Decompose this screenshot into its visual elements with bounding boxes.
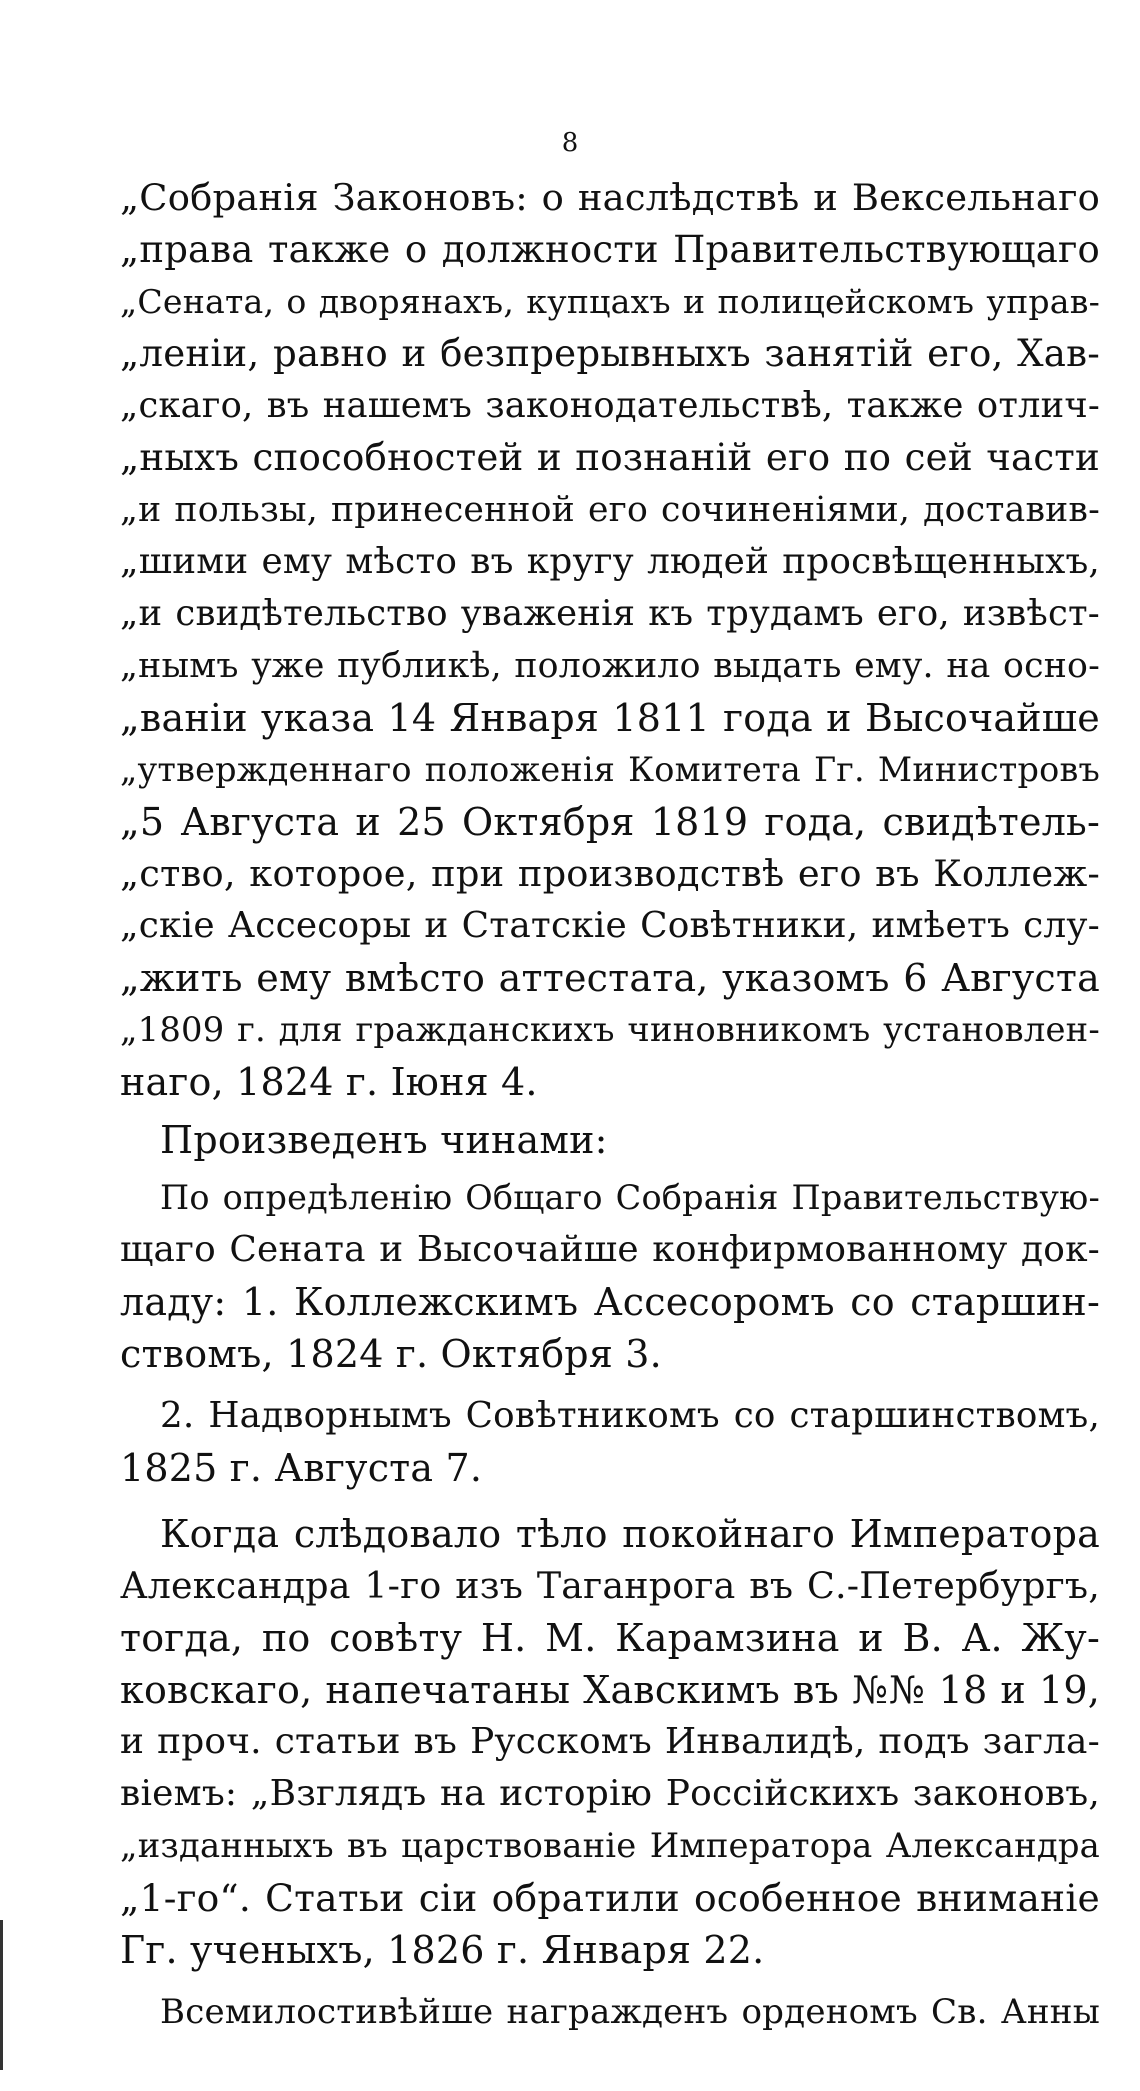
paragraph: [120, 1986, 1100, 2038]
text-line: „1809 г. для гражданскихъ чиновникомъ установлен-: [120, 1010, 1100, 1049]
text-line: „ство, которое, при производствѣ его въ Коллеж-: [120, 852, 1100, 895]
text-line: „шими ему мѣсто въ кругу людей просвѣщенныхъ,: [120, 541, 1100, 582]
text-line: и проч. статьи въ Русскомъ Инвалидѣ, подъ загла-: [120, 1721, 1100, 1762]
text-line: віемъ: „Взглядъ на исторію Россійскихъ законовъ,: [120, 1773, 1100, 1814]
text-line: 1825 г. Августа 7.: [120, 1446, 483, 1490]
text-line: Всемилостивѣйше награжденъ орденомъ Св. Анны: [160, 1992, 1100, 2032]
paragraph: [120, 1114, 1100, 1166]
text-line: „нымъ уже публикѣ, положило выдать ему. на осно-: [120, 646, 1100, 686]
page-number: 8: [561, 128, 579, 158]
text-line: ковскаго, напечатаны Хавскимъ въ №№ 18 и 19,: [120, 1668, 1100, 1712]
paragraph: [120, 1390, 1100, 1494]
text-line: „Собранія Законовъ: о наслѣдствѣ и Вексельнаго: [120, 176, 1100, 219]
scan-edge-mark: [0, 1920, 3, 2070]
text-line: Произведенъ чинами:: [160, 1118, 608, 1162]
text-line: По опредѣленію Общаго Собранія Правительствую-: [160, 1178, 1100, 1217]
text-line: „изданныхъ въ царствованіе Императора Александра: [120, 1826, 1100, 1865]
text-line: „и свидѣтельство уваженія къ трудамъ его, извѣст-: [120, 593, 1100, 634]
text-line: „утвержденнаго положенія Комитета Гг. Министровъ: [120, 750, 1100, 789]
text-line: „жить ему вмѣсто аттестата, указомъ 6 Августа: [120, 956, 1100, 1000]
text-line: „леніи, равно и безпрерывныхъ занятій его, Хав-: [120, 332, 1100, 375]
text-line: „и пользы, принесенной его сочиненіями, доставив-: [120, 490, 1100, 530]
text-line: „5 Августа и 25 Октября 1819 года, свидѣтель-: [120, 800, 1100, 844]
text-line: наго, 1824 г. Іюня 4.: [120, 1060, 538, 1104]
text-line: „скіе Ассесоры и Статскіе Совѣтники, имѣетъ слу-: [120, 905, 1100, 946]
text-line: „права также о должности Правительствующаго: [120, 228, 1100, 271]
paragraph: [120, 172, 1100, 1108]
text-line: Когда слѣдовало тѣло покойнаго Императора: [160, 1512, 1100, 1556]
text-line: „ваніи указа 14 Января 1811 года и Высочайше: [120, 696, 1100, 740]
text-line: „1-го“. Статьи сіи обратили особенное вниманіе: [120, 1876, 1100, 1920]
text-line: ладу: 1. Коллежскимъ Ассесоромъ со старшин-: [120, 1280, 1100, 1324]
text-line: ствомъ, 1824 г. Октября 3.: [120, 1332, 662, 1376]
body-text: [120, 172, 1100, 2038]
text-line: 2. Надворнымъ Совѣтникомъ со старшинствомъ,: [160, 1395, 1100, 1436]
text-line: „ныхъ способностей и познаній его по сей части: [120, 436, 1100, 479]
text-line: „Сената, о дворянахъ, купцахъ и полицейскомъ управ-: [120, 282, 1100, 321]
text-line: Александра 1-го изъ Таганрога въ С.-Петербургъ,: [120, 1564, 1100, 1607]
text-line: щаго Сената и Высочайше конфирмованному док-: [120, 1229, 1100, 1270]
text-line: Гг. ученыхъ, 1826 г. Января 22.: [120, 1928, 765, 1972]
paragraph: [120, 1172, 1100, 1380]
text-line: „скаго, въ нашемъ законодательствѣ, также отлич-: [120, 385, 1100, 426]
text-line: тогда, по совѣту Н. М. Карамзина и В. А. Жу-: [120, 1616, 1100, 1660]
paragraph: [120, 1508, 1100, 1976]
